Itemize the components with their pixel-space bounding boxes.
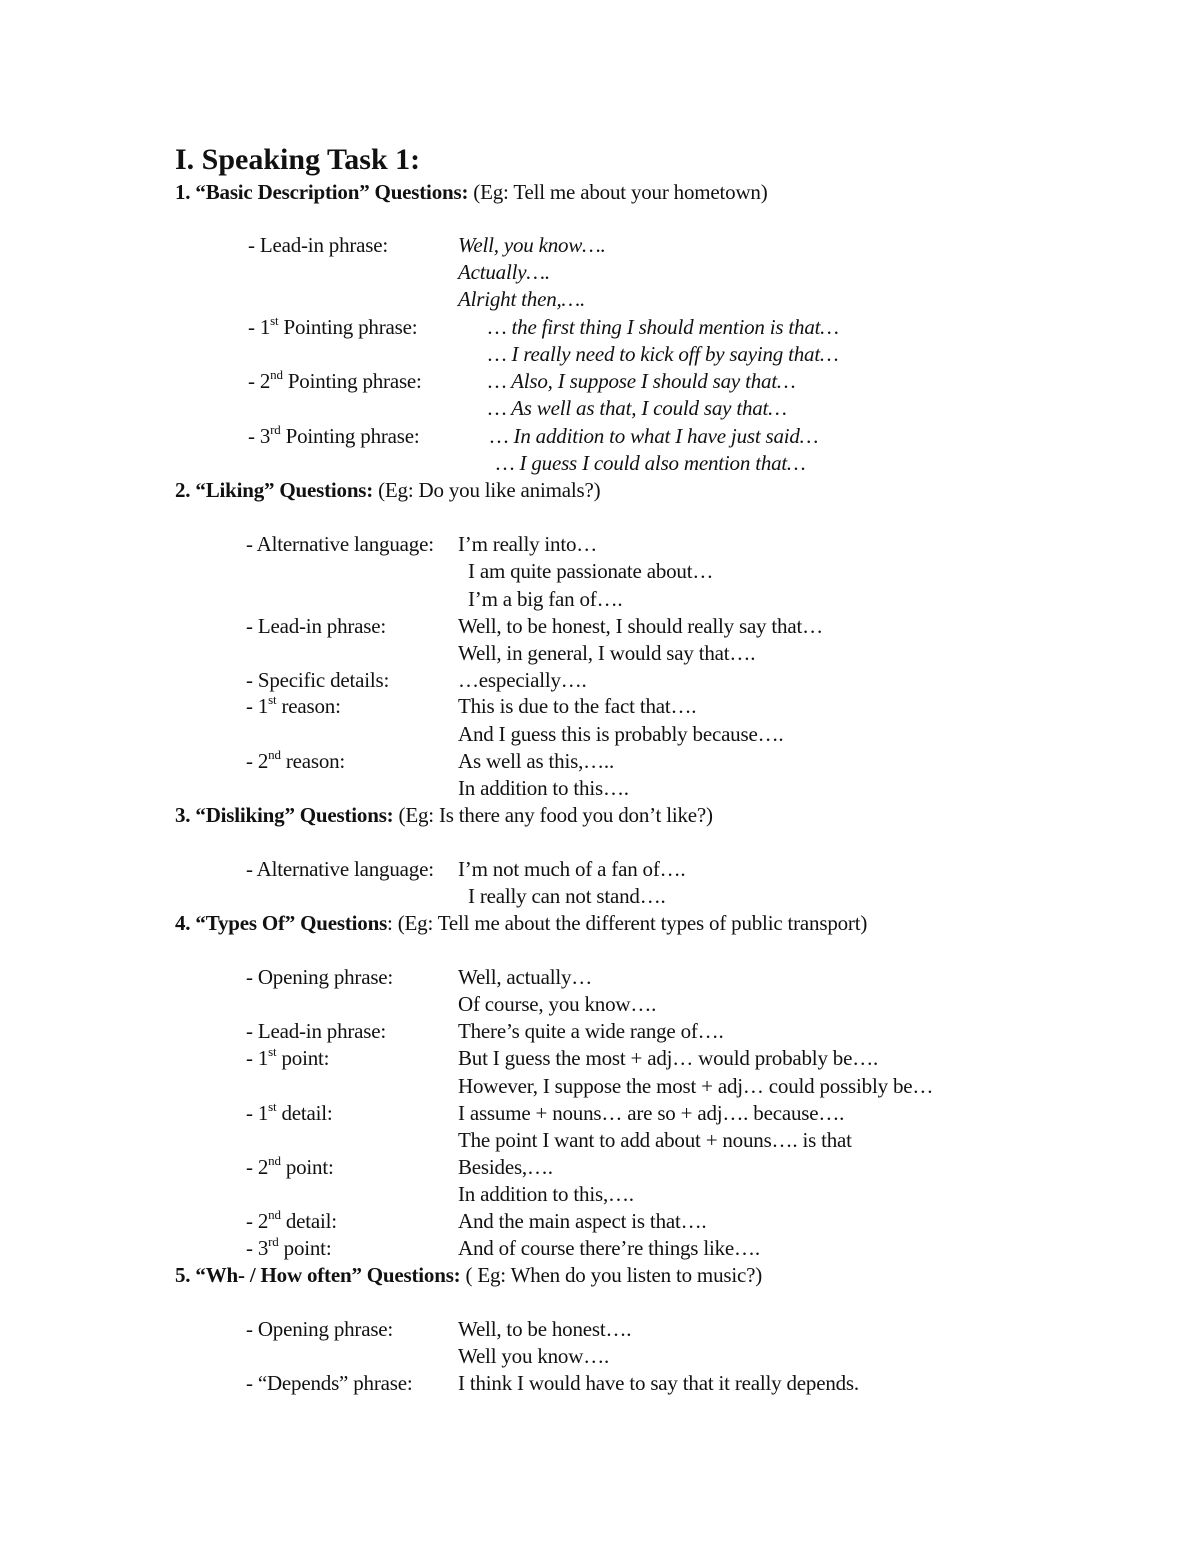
label-suffix: point: [276,1046,330,1070]
row-label [248,315,417,340]
row-label: - Alternative language: [246,532,434,556]
phrase-text: I really can not stand…. [468,884,666,908]
phrase-text: Besides,…. [458,1155,553,1179]
phrase-text: The point I want to add about + nouns…. is that [458,1128,852,1152]
row-label [248,424,420,449]
ordinal-suffix: nd [270,367,283,382]
phrase-text: … I really need to kick off by saying that… [488,342,839,366]
phrase-text: … In addition to what I have just said… [490,424,819,448]
question-example: : (Eg: Tell me about the different types of public transport) [387,911,868,935]
row-label [248,369,422,394]
phrase-text: … Also, I suppose I should say that… [488,369,796,393]
question-type-title: “Basic Description” Questions: [195,180,469,204]
question-heading-5 [175,1263,762,1288]
ordinal-suffix: rd [270,422,281,437]
label-prefix: - 3 [246,1236,269,1260]
row-label: - Opening phrase: [246,965,394,989]
phrase-text: And I guess this is probably because…. [458,722,784,746]
phrase-text: I’m not much of a fan of…. [458,857,686,881]
question-heading-2 [175,478,600,503]
row-label [246,694,341,719]
ordinal-suffix: st [268,692,277,707]
phrase-text: Well, to be honest, I should really say that… [458,614,823,638]
question-number: 3. [175,803,196,827]
row-label [246,1101,333,1126]
question-number: 4. [175,911,196,935]
phrase-text: …especially…. [458,668,587,692]
phrase-text: … the first thing I should mention is that… [488,315,839,339]
question-type-title: “Liking” Questions: [195,478,374,502]
label-prefix: - 2 [246,1209,269,1233]
row-label [246,1155,334,1180]
row-label: - Lead-in phrase: [246,614,387,638]
row-label [246,1046,329,1071]
row-label: - Lead-in phrase: [246,1019,387,1043]
ordinal-suffix: nd [268,747,281,762]
label-prefix: - 1 [246,1101,269,1125]
question-type-title: “Disliking” Questions: [195,803,394,827]
phrase-text: As well as this,….. [458,749,615,773]
label-prefix: - 2 [248,369,271,393]
label-prefix: - 3 [248,424,271,448]
phrase-text: Well, to be honest…. [458,1317,632,1341]
label-suffix: Pointing phrase: [278,315,418,339]
row-label: - “Depends” phrase: [246,1371,413,1395]
label-suffix: Pointing phrase: [280,424,420,448]
question-number: 2. [175,478,196,502]
label-suffix: reason: [280,749,346,773]
row-label: - Opening phrase: [246,1317,394,1341]
page-title: I. Speaking Task 1: [175,143,421,176]
row-label [246,1236,331,1261]
phrase-text: And the main aspect is that…. [458,1209,707,1233]
phrase-text: Of course, you know…. [458,992,657,1016]
phrase-text: But I guess the most + adj… would probably be…. [458,1046,879,1070]
phrase-text: Actually…. [458,260,550,284]
row-label [246,1209,337,1234]
question-heading-4 [175,911,867,936]
phrase-text: Well, in general, I would say that…. [458,641,756,665]
phrase-text: I’m a big fan of…. [468,587,623,611]
phrase-text: And of course there’re things like…. [458,1236,760,1260]
ordinal-suffix: nd [268,1207,281,1222]
question-type-title: “Types Of” Questions [195,911,388,935]
phrase-text: Well, you know…. [458,233,606,257]
row-label: - Alternative language: [246,857,434,881]
phrase-text: I am quite passionate about… [468,559,714,583]
question-heading-3 [175,803,713,828]
phrase-text: This is due to the fact that…. [458,694,697,718]
row-label [246,749,345,774]
label-suffix: point: [280,1155,334,1179]
label-prefix: - 1 [246,1046,269,1070]
phrase-text: I think I would have to say that it really depends. [458,1371,859,1395]
question-example: (Eg: Do you like animals?) [373,478,601,502]
question-number: 5. [175,1263,196,1287]
phrase-text: Well, actually… [458,965,593,989]
question-example: ( Eg: When do you listen to music?) [460,1263,763,1287]
question-type-title: “Wh- / How often” Questions: [195,1263,461,1287]
label-suffix: detail: [280,1209,337,1233]
phrase-text: … As well as that, I could say that… [488,396,787,420]
label-suffix: Pointing phrase: [282,369,422,393]
question-example: (Eg: Is there any food you don’t like?) [393,803,713,827]
question-number: 1. [175,180,196,204]
label-prefix: - 2 [246,749,269,773]
phrase-text: Well you know…. [458,1344,610,1368]
phrase-text: I assume + nouns… are so + adj…. because…. [458,1101,845,1125]
phrase-text: In addition to this,…. [458,1182,634,1206]
label-prefix: - 2 [246,1155,269,1179]
phrase-text: In addition to this…. [458,776,629,800]
question-heading-1 [175,180,768,205]
phrase-text: … I guess I could also mention that… [496,451,806,475]
label-suffix: detail: [276,1101,333,1125]
phrase-text: There’s quite a wide range of…. [458,1019,724,1043]
row-label: - Lead-in phrase: [248,233,389,257]
ordinal-suffix: st [268,1099,277,1114]
label-prefix: - 1 [248,315,271,339]
phrase-text: However, I suppose the most + adj… could possibly be… [458,1074,934,1098]
question-example: (Eg: Tell me about your hometown) [468,180,768,204]
ordinal-suffix: rd [268,1234,279,1249]
label-suffix: point: [278,1236,332,1260]
ordinal-suffix: nd [268,1153,281,1168]
row-label: - Specific details: [246,668,390,692]
ordinal-suffix: st [268,1044,277,1059]
phrase-text: I’m really into… [458,532,598,556]
ordinal-suffix: st [270,313,279,328]
label-suffix: reason: [276,694,341,718]
label-prefix: - 1 [246,694,269,718]
phrase-text: Alright then,…. [458,287,586,311]
